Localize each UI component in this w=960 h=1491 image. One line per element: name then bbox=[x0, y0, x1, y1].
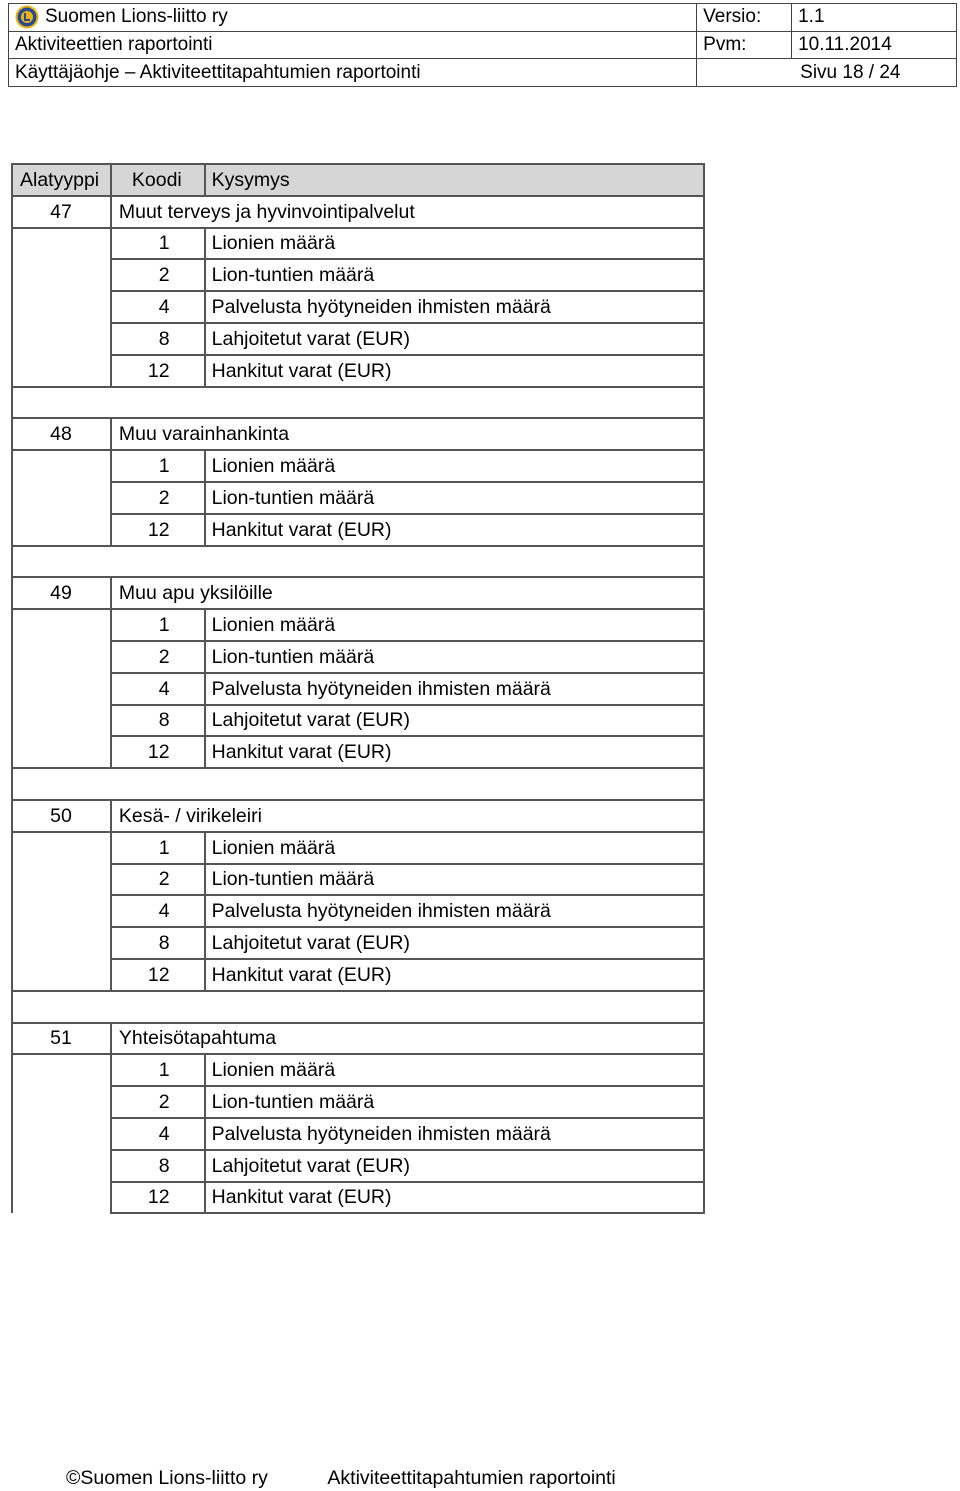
column-header-question: Kysymys bbox=[205, 164, 704, 196]
question-text: Lahjoitetut varat (EUR) bbox=[205, 1150, 704, 1182]
question-code: 2 bbox=[111, 482, 205, 514]
spacer-cell bbox=[12, 768, 111, 800]
table-row bbox=[12, 450, 704, 482]
subtype-empty-cell bbox=[12, 228, 111, 260]
question-code: 12 bbox=[111, 514, 205, 546]
question-text: Hankitut varat (EUR) bbox=[205, 736, 704, 768]
spacer-cell bbox=[12, 991, 111, 1023]
subtype-empty-cell bbox=[12, 355, 111, 387]
table-row bbox=[12, 609, 704, 641]
group-spacer-row bbox=[12, 546, 704, 578]
subtype-empty-cell bbox=[12, 514, 111, 546]
subtype-empty-cell bbox=[12, 259, 111, 291]
spacer-cell bbox=[12, 387, 111, 419]
header-organization-cell bbox=[9, 4, 697, 32]
spacer-cell bbox=[12, 546, 111, 578]
table-row bbox=[12, 1086, 704, 1118]
spacer-cell bbox=[205, 546, 704, 578]
subtype-empty-cell bbox=[12, 1118, 111, 1150]
subtype-empty-cell bbox=[12, 641, 111, 673]
subtype-empty-cell bbox=[12, 1150, 111, 1182]
question-text: Lionien määrä bbox=[205, 450, 704, 482]
subtype-empty-cell bbox=[12, 705, 111, 737]
version-value: 1.1 bbox=[792, 4, 957, 32]
version-label: Versio: bbox=[697, 4, 792, 32]
spacer-cell bbox=[111, 768, 205, 800]
question-text: Lahjoitetut varat (EUR) bbox=[205, 323, 704, 355]
subtype-empty-cell bbox=[12, 736, 111, 768]
question-code: 2 bbox=[111, 1086, 205, 1118]
question-code: 4 bbox=[111, 895, 205, 927]
spacer-cell bbox=[205, 387, 704, 419]
table-row bbox=[12, 705, 704, 737]
question-code: 12 bbox=[111, 959, 205, 991]
subtype-empty-cell bbox=[12, 450, 111, 482]
subtype-name: Muu apu yksilöille bbox=[111, 577, 704, 609]
subtype-number: 50 bbox=[12, 800, 111, 832]
question-text: Lion-tuntien määrä bbox=[205, 1086, 704, 1118]
subtype-empty-cell bbox=[12, 959, 111, 991]
date-label: Pvm: bbox=[697, 31, 792, 59]
question-code: 8 bbox=[111, 705, 205, 737]
question-code: 4 bbox=[111, 291, 205, 323]
table-row bbox=[12, 1150, 704, 1182]
question-code: 4 bbox=[111, 1118, 205, 1150]
table-row-group bbox=[12, 1023, 704, 1055]
table-row bbox=[12, 927, 704, 959]
question-code: 2 bbox=[111, 641, 205, 673]
question-code: 8 bbox=[111, 323, 205, 355]
question-text: Palvelusta hyötyneiden ihmisten määrä bbox=[205, 1118, 704, 1150]
table-row bbox=[12, 864, 704, 896]
table-row-group bbox=[12, 418, 704, 450]
subtype-empty-cell bbox=[12, 864, 111, 896]
table-row bbox=[12, 228, 704, 260]
header-subject: Aktiviteettien raportointi bbox=[9, 31, 697, 59]
question-code: 1 bbox=[111, 228, 205, 260]
group-spacer-row bbox=[12, 991, 704, 1023]
organization-name: Suomen Lions-liitto ry bbox=[45, 6, 228, 28]
subtype-empty-cell bbox=[12, 323, 111, 355]
question-code: 2 bbox=[111, 864, 205, 896]
question-text: Lion-tuntien määrä bbox=[205, 482, 704, 514]
question-text: Lion-tuntien määrä bbox=[205, 864, 704, 896]
subtype-name: Muu varainhankinta bbox=[111, 418, 704, 450]
table-row bbox=[12, 736, 704, 768]
subtype-number: 48 bbox=[12, 418, 111, 450]
subtype-empty-cell bbox=[12, 1182, 111, 1214]
page-indicator: Sivu 18 / 24 bbox=[697, 59, 957, 87]
table-row bbox=[12, 259, 704, 291]
subtype-number: 51 bbox=[12, 1023, 111, 1055]
table-row bbox=[12, 1054, 704, 1086]
question-text: Lionien määrä bbox=[205, 832, 704, 864]
spacer-cell bbox=[205, 991, 704, 1023]
footer-document-name: Aktiviteettitapahtumien raportointi bbox=[327, 1467, 616, 1489]
subtype-empty-cell bbox=[12, 291, 111, 323]
subtype-empty-cell bbox=[12, 609, 111, 641]
spacer-cell bbox=[111, 991, 205, 1023]
question-code: 12 bbox=[111, 736, 205, 768]
table-row bbox=[12, 895, 704, 927]
date-value: 10.11.2014 bbox=[792, 31, 957, 59]
table-row bbox=[12, 355, 704, 387]
question-code: 12 bbox=[111, 1182, 205, 1214]
question-text: Lion-tuntien määrä bbox=[205, 641, 704, 673]
table-row-group bbox=[12, 577, 704, 609]
table-row bbox=[12, 1182, 704, 1214]
subtype-empty-cell bbox=[12, 895, 111, 927]
subtype-empty-cell bbox=[12, 927, 111, 959]
subtype-name: Muut terveys ja hyvinvointipalvelut bbox=[111, 196, 704, 228]
question-text: Lahjoitetut varat (EUR) bbox=[205, 927, 704, 959]
question-code: 1 bbox=[111, 450, 205, 482]
question-code: 12 bbox=[111, 355, 205, 387]
table-row bbox=[12, 832, 704, 864]
page-footer bbox=[66, 1466, 616, 1490]
table-header-row bbox=[12, 164, 704, 196]
table-row bbox=[12, 514, 704, 546]
question-text: Palvelusta hyötyneiden ihmisten määrä bbox=[205, 291, 704, 323]
subtype-empty-cell bbox=[12, 1086, 111, 1118]
question-table bbox=[11, 163, 705, 1214]
group-spacer-row bbox=[12, 387, 704, 419]
table-row bbox=[12, 673, 704, 705]
question-code: 2 bbox=[111, 259, 205, 291]
question-text: Lion-tuntien määrä bbox=[205, 259, 704, 291]
question-text: Lionien määrä bbox=[205, 609, 704, 641]
question-code: 8 bbox=[111, 927, 205, 959]
subtype-name: Kesä- / virikeleiri bbox=[111, 800, 704, 832]
spacer-cell bbox=[111, 546, 205, 578]
question-code: 1 bbox=[111, 832, 205, 864]
table-row bbox=[12, 323, 704, 355]
subtype-empty-cell bbox=[12, 482, 111, 514]
question-text: Lionien määrä bbox=[205, 1054, 704, 1086]
question-text: Hankitut varat (EUR) bbox=[205, 959, 704, 991]
column-header-code: Koodi bbox=[111, 164, 205, 196]
question-text: Palvelusta hyötyneiden ihmisten määrä bbox=[205, 673, 704, 705]
question-text: Palvelusta hyötyneiden ihmisten määrä bbox=[205, 895, 704, 927]
group-spacer-row bbox=[12, 768, 704, 800]
table-row-group bbox=[12, 196, 704, 228]
question-code: 8 bbox=[111, 1150, 205, 1182]
document-title: Käyttäjäohje – Aktiviteettitapahtumien raportointi bbox=[9, 59, 697, 87]
table-row bbox=[12, 482, 704, 514]
question-code: 1 bbox=[111, 1054, 205, 1086]
question-text: Hankitut varat (EUR) bbox=[205, 355, 704, 387]
subtype-empty-cell bbox=[12, 673, 111, 705]
question-text: Hankitut varat (EUR) bbox=[205, 1182, 704, 1214]
question-text: Lahjoitetut varat (EUR) bbox=[205, 705, 704, 737]
table-row-group bbox=[12, 800, 704, 832]
footer-copyright: ©Suomen Lions-liitto ry bbox=[66, 1467, 268, 1489]
question-text: Lionien määrä bbox=[205, 228, 704, 260]
question-code: 4 bbox=[111, 673, 205, 705]
subtype-number: 49 bbox=[12, 577, 111, 609]
subtype-name: Yhteisötapahtuma bbox=[111, 1023, 704, 1055]
table-row bbox=[12, 959, 704, 991]
page-header bbox=[8, 3, 957, 87]
lions-logo-icon bbox=[15, 5, 39, 29]
question-code: 1 bbox=[111, 609, 205, 641]
question-text: Hankitut varat (EUR) bbox=[205, 514, 704, 546]
table-row bbox=[12, 291, 704, 323]
column-header-subtype: Alatyyppi bbox=[12, 164, 111, 196]
spacer-cell bbox=[111, 387, 205, 419]
subtype-empty-cell bbox=[12, 1054, 111, 1086]
table-row bbox=[12, 641, 704, 673]
spacer-cell bbox=[205, 768, 704, 800]
subtype-number: 47 bbox=[12, 196, 111, 228]
subtype-empty-cell bbox=[12, 832, 111, 864]
table-row bbox=[12, 1118, 704, 1150]
